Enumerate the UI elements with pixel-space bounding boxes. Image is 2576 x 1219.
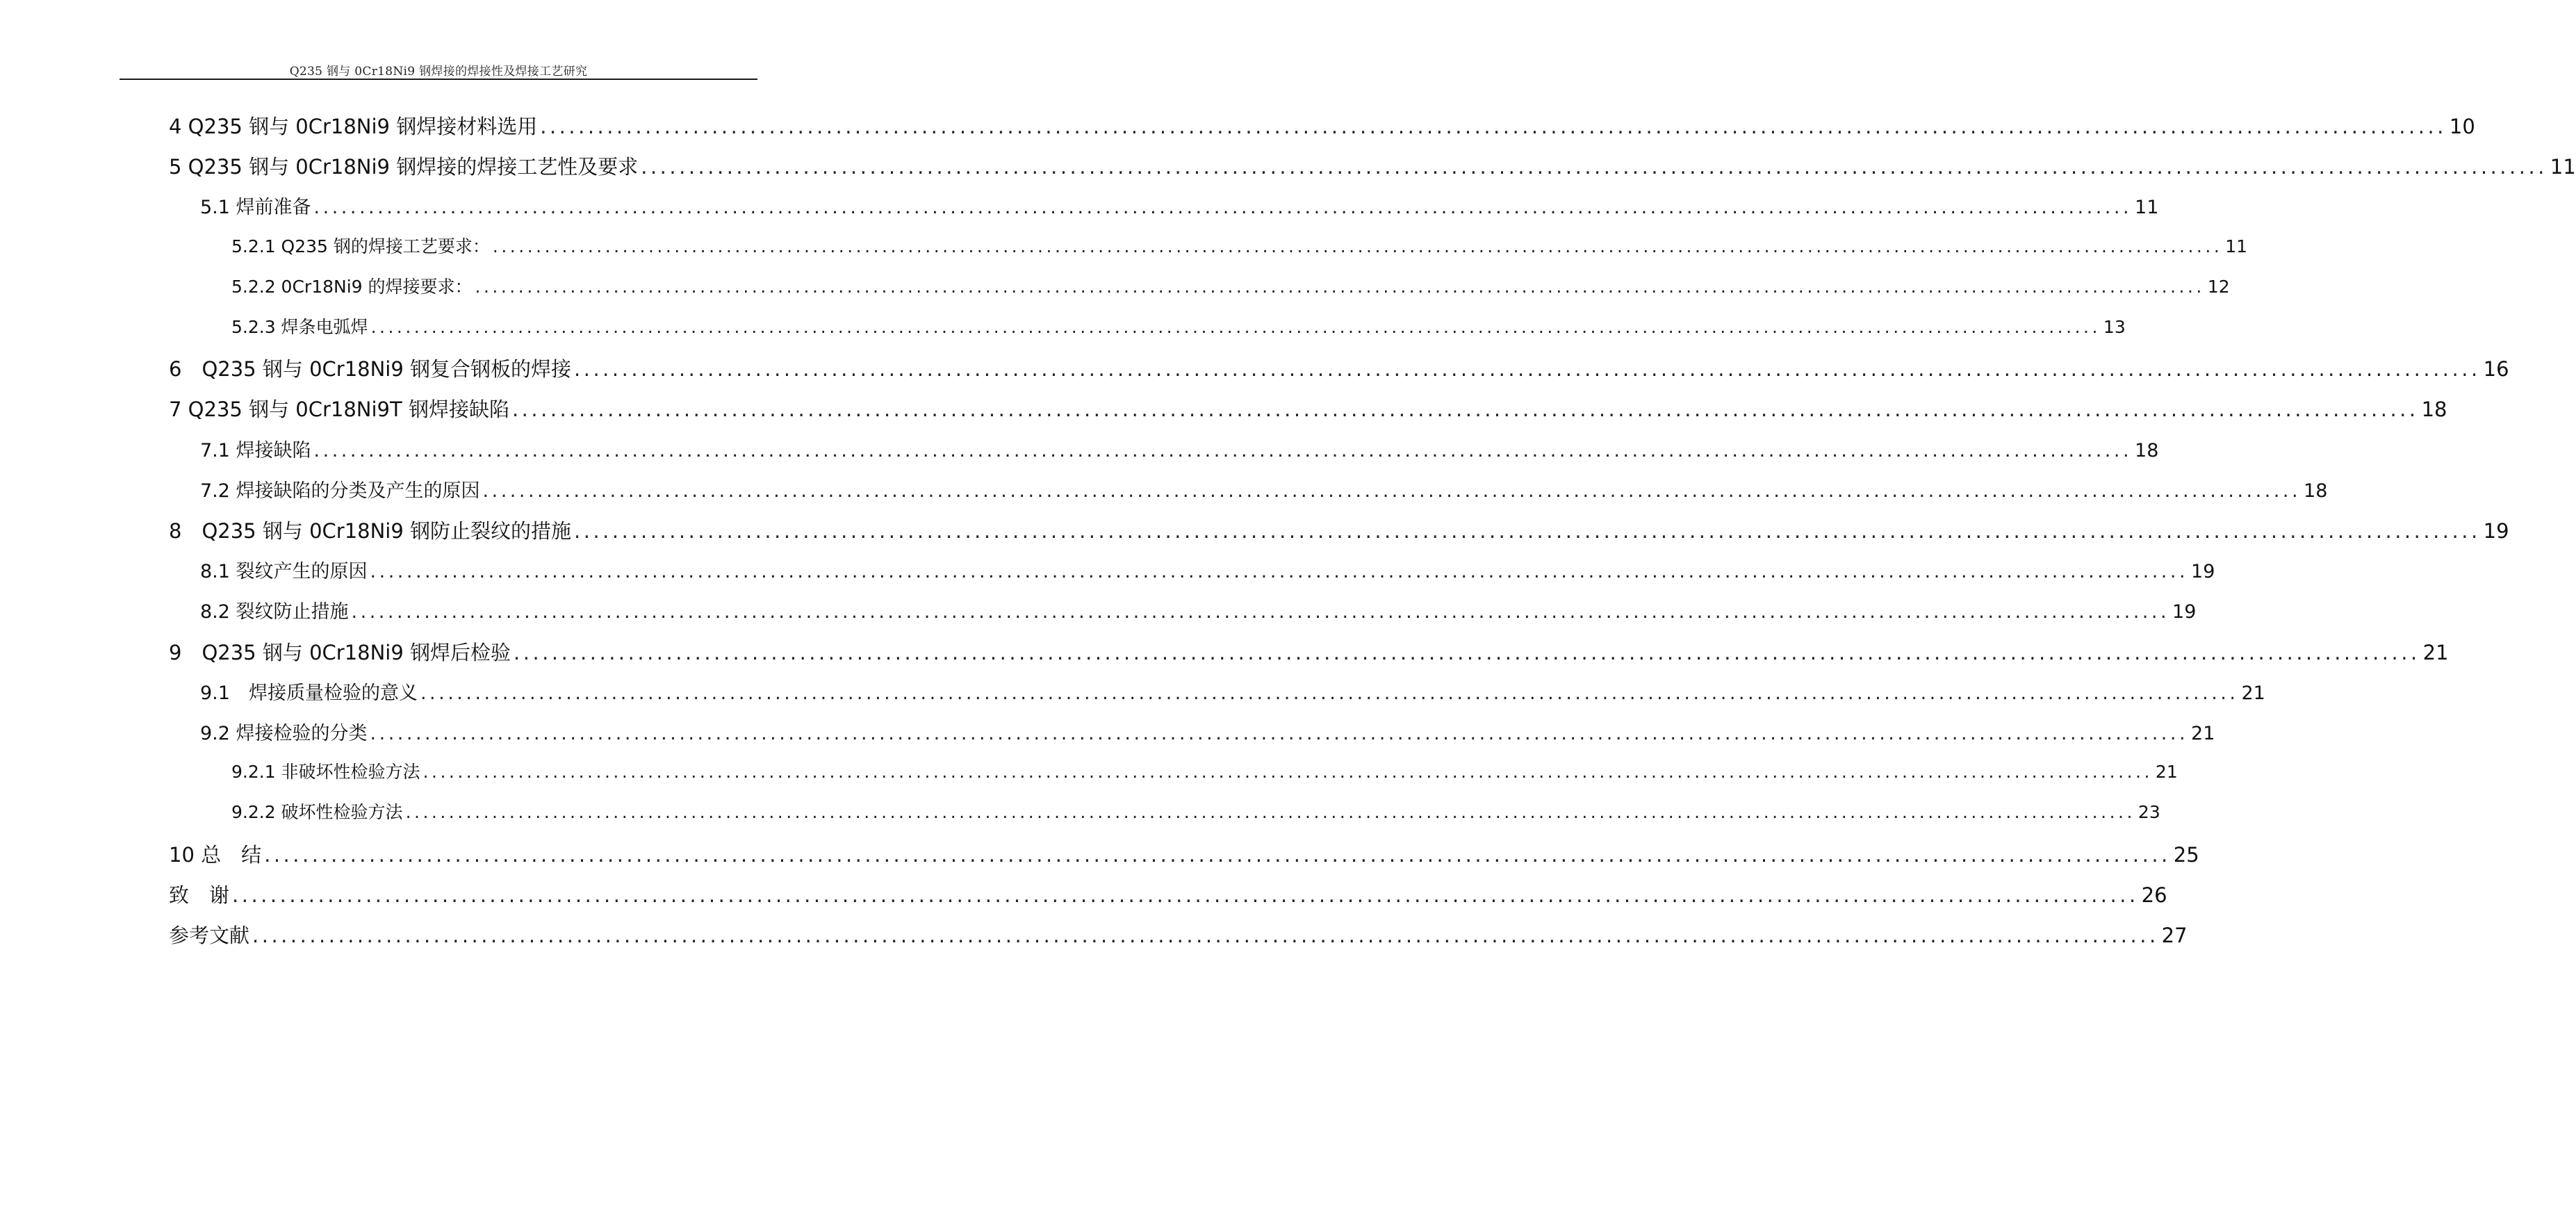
toc-page-number: 12	[2207, 277, 2230, 297]
toc-dot-leader: ........................................................................................................................................................................................................	[482, 480, 2302, 502]
toc-page-number: 21	[2155, 762, 2178, 782]
running-header-title: Q235 钢与 0Cr18Ni9 钢焊接的焊接性及焊接工艺研究	[289, 65, 588, 79]
toc-page-number: 13	[2103, 317, 2126, 337]
toc-page-number: 25	[2173, 843, 2199, 867]
toc-entry-title: 参考文献	[169, 924, 250, 947]
toc-entry[interactable]	[231, 758, 2178, 786]
toc-dot-leader: ........................................................................................................................................................................................................	[423, 762, 2153, 782]
toc-page-number: 19	[2191, 561, 2215, 582]
toc-entry[interactable]	[231, 273, 2230, 301]
toc-entry[interactable]	[169, 840, 2199, 867]
toc-entry-title: 7.2 焊接缺陷的分类及产生的原因	[200, 480, 480, 502]
toc-dot-leader: ........................................................................................................................................................................................................	[492, 236, 2223, 256]
toc-page-number: 18	[2304, 480, 2328, 502]
toc-page-number: 19	[2483, 519, 2509, 543]
toc-entry[interactable]	[231, 313, 2126, 341]
toc-page-number: 26	[2141, 883, 2167, 907]
toc-entry-title: 9.2.2 破坏性检验方法	[231, 802, 403, 822]
toc-dot-leader: ........................................................................................................................................................................................................	[574, 357, 2481, 381]
toc-entry-title: 5.2.1 Q235 钢的焊接工艺要求：	[231, 236, 490, 256]
toc-dot-leader: ........................................................................................................................................................................................................	[351, 601, 2170, 623]
toc-entry[interactable]	[169, 516, 2509, 543]
toc-entry-title: 9 Q235 钢与 0Cr18Ni9 钢焊后检验	[169, 641, 511, 664]
toc-dot-leader: ........................................................................................................................................................................................................	[514, 641, 2420, 664]
toc-dot-leader: ........................................................................................................................................................................................................	[370, 317, 2101, 337]
toc-entry-title: 10 总 结	[169, 843, 262, 867]
toc-page-number: 27	[2161, 924, 2188, 947]
toc-entry[interactable]	[200, 192, 2159, 220]
toc-entry[interactable]	[200, 556, 2215, 584]
toc-dot-leader: ........................................................................................................................................................................................................	[540, 115, 2447, 138]
toc-entry-title: 5.1 焊前准备	[200, 197, 311, 218]
toc-page-number: 11	[2550, 155, 2576, 179]
toc-entry[interactable]	[169, 637, 2449, 665]
toc-entry-title: 5.2.2 0Cr18Ni9 的焊接要求：	[231, 277, 473, 297]
toc-entry-title: 8.1 裂纹产生的原因	[200, 561, 368, 582]
toc-dot-leader: ........................................................................................................................................................................................................	[511, 398, 2419, 421]
toc-page-number: 21	[2422, 641, 2449, 664]
toc-dot-leader: ........................................................................................................................................................................................................	[264, 843, 2171, 867]
toc-dot-leader: ........................................................................................................................................................................................................	[475, 277, 2205, 297]
toc-dot-leader: ........................................................................................................................................................................................................	[313, 440, 2133, 461]
toc-page-number: 19	[2172, 601, 2197, 623]
toc-entry-title: 8.2 裂纹防止措施	[200, 601, 349, 623]
toc-entry-title: 4 Q235 钢与 0Cr18Ni9 钢焊接材料选用	[169, 115, 538, 138]
toc-page-number: 21	[2191, 723, 2215, 744]
toc-dot-leader: ........................................................................................................................................................................................................	[420, 682, 2239, 704]
toc-entry[interactable]	[169, 880, 2167, 908]
toc-entry[interactable]	[231, 799, 2160, 826]
toc-dot-leader: ........................................................................................................................................................................................................	[370, 723, 2189, 744]
toc-entry[interactable]	[200, 596, 2197, 624]
toc-dot-leader: ........................................................................................................................................................................................................	[641, 155, 2548, 179]
toc-dot-leader: ........................................................................................................................................................................................................	[252, 924, 2159, 947]
toc-page-number: 11	[2225, 236, 2248, 256]
toc-page-number: 10	[2449, 115, 2475, 138]
toc-dot-leader: ........................................................................................................................................................................................................	[370, 561, 2189, 582]
toc-entry-title: 9.1 焊接质量检验的意义	[200, 682, 418, 704]
toc-entry[interactable]	[200, 435, 2159, 463]
toc-page-number: 23	[2138, 802, 2160, 822]
toc-entry[interactable]	[200, 475, 2328, 503]
toc-entry-title: 8 Q235 钢与 0Cr18Ni9 钢防止裂纹的措施	[169, 519, 572, 543]
toc-entry[interactable]	[169, 354, 2509, 382]
toc-entry[interactable]	[169, 111, 2475, 139]
toc-entry-title: 5 Q235 钢与 0Cr18Ni9 钢焊接的焊接工艺性及要求	[169, 155, 639, 179]
toc-entry[interactable]	[169, 394, 2447, 422]
toc-entry[interactable]	[169, 152, 2576, 179]
toc-page-number: 16	[2483, 357, 2509, 381]
toc-entry-title: 6 Q235 钢与 0Cr18Ni9 钢复合钢板的焊接	[169, 357, 572, 381]
toc-entry-title: 7.1 焊接缺陷	[200, 440, 311, 461]
toc-dot-leader: ........................................................................................................................................................................................................	[405, 802, 2135, 822]
toc-dot-leader: ........................................................................................................................................................................................................	[313, 197, 2133, 218]
toc-entry[interactable]	[200, 718, 2215, 746]
toc-page-number: 18	[2421, 398, 2447, 421]
toc-entry-title: 致 谢	[169, 883, 230, 907]
toc-entry-title: 9.2 焊接检验的分类	[200, 723, 368, 744]
toc-entry-title: 9.2.1 非破坏性检验方法	[231, 762, 420, 782]
toc-entry[interactable]	[200, 678, 2265, 705]
toc-entry[interactable]	[231, 233, 2248, 261]
toc-entry-title: 7 Q235 钢与 0Cr18Ni9T 钢焊接缺陷	[169, 398, 509, 421]
toc-page-number: 21	[2241, 682, 2265, 704]
toc-dot-leader: ........................................................................................................................................................................................................	[574, 519, 2481, 543]
toc-entry[interactable]	[169, 920, 2188, 948]
toc-dot-leader: ........................................................................................................................................................................................................	[232, 883, 2139, 907]
toc-page-number: 11	[2135, 197, 2159, 218]
toc-page-number: 18	[2135, 440, 2159, 461]
toc-entry-title: 5.2.3 焊条电弧焊	[231, 317, 368, 337]
